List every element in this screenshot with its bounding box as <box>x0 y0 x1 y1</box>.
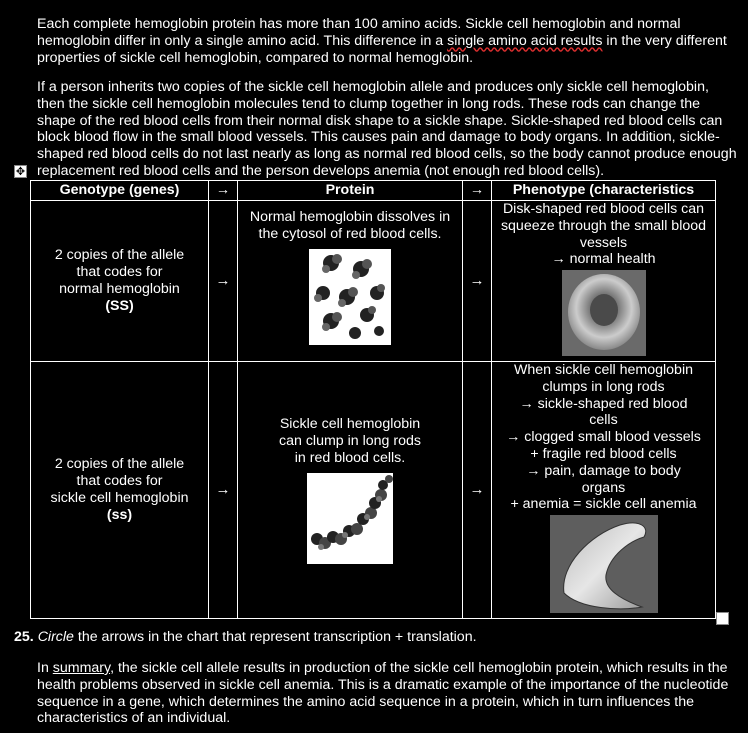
phenotype-text: → sickle-shaped red blood cells <box>519 395 688 429</box>
genotype-code: (SS) <box>105 297 134 314</box>
intro-p1-text-end: in the very different properties of sickle cell hemoglobin, compared to normal hemoglobin. <box>37 32 727 66</box>
genotype-text: that codes for <box>76 472 163 489</box>
intro-paragraph-2: If a person inherits two copies of the sickle cell hemoglobin allele and produces only sickle cell hemoglobin, then the sickle cell hemoglobin molecules tend to clump together in long rods. These rods can change the shape of the red blood cells from their normal disk shape to a sickle shape. Sickle-shaped red blood cells can block blood flow in the small blood vessels. This causes pain and damage to body organs. In addition, sickle-shaped red blood cells do not last nearly as long as normal red blood cells, so the body cannot produce enough replacement red blood cells and the person develops anemia (not enough red blood cells). <box>37 79 737 179</box>
genotype-cell-sickle <box>31 361 209 618</box>
resize-icon[interactable] <box>716 612 729 625</box>
genotype-text: that codes for <box>76 263 163 280</box>
arrow-transcription-2[interactable]: → <box>209 361 238 618</box>
header-phenotype: Phenotype (characteristics <box>492 181 716 201</box>
arrow-phenotype-1[interactable]: → <box>463 201 492 362</box>
header-protein: Protein <box>238 181 463 201</box>
intro-p1-text: Each complete hemoglobin protein has more than 100 amino acids. Sickle cell hemoglobin and normal hemoglobin differ in only a single amino acid. This difference in a <box>37 16 681 49</box>
genotype-text: 2 copies of the allele <box>54 455 185 472</box>
phenotype-text: → pain, damage to body organs <box>526 462 681 496</box>
phenotype-text: + fragile red blood cells <box>530 445 677 462</box>
sickle-red-blood-cell-image <box>550 515 658 618</box>
move-icon[interactable]: ✥ <box>15 166 26 178</box>
question-text: the arrows in the chart that represent transcription + translation. <box>73 629 477 645</box>
phenotype-text: When sickle cell hemoglobin clumps in long rods <box>513 361 693 395</box>
protein-text: Normal hemoglobin dissolves in the cytosol of red blood cells. <box>249 209 451 242</box>
table-row-normal <box>31 201 716 362</box>
question-verb: Circle <box>37 629 74 645</box>
normal-red-blood-cell-image <box>562 270 646 361</box>
question-number: 25. <box>14 629 34 645</box>
genotype-cell-normal <box>31 201 209 362</box>
arrow-transcription-1[interactable]: → <box>209 201 238 362</box>
protein-cell-sickle <box>238 361 463 618</box>
genotype-text: normal hemoglobin <box>59 280 180 297</box>
grammar-flagged-phrase[interactable]: single amino acid results <box>447 32 603 49</box>
phenotype-cell-sickle <box>492 361 716 618</box>
phenotype-text: Disk-shaped red blood cells can squeeze through the small blood vessels <box>500 201 707 251</box>
arrow-phenotype-2[interactable]: → <box>463 361 492 618</box>
genotype-text: 2 copies of the allele <box>54 246 185 263</box>
summary-text: , the sickle cell allele results in production of the sickle cell hemoglobin protein, which results in the health problems observed in sickle cell anemia. This is a dramatic example of the importance of the nucleotide sequence in a gene, which determines the amino acid sequence in a protein, which in turn influences the characteristics of an individual. <box>37 660 729 727</box>
summary-text-start: In <box>37 660 53 676</box>
genotype-phenotype-table <box>30 180 716 619</box>
summary-underlined-word: summary <box>52 660 111 676</box>
table-row-sickle <box>31 361 716 618</box>
phenotype-text: → clogged small blood vessels <box>506 429 701 446</box>
normal-hemoglobin-image <box>309 249 391 346</box>
protein-cell-normal <box>238 201 463 362</box>
header-genotype: Genotype (genes) <box>31 181 209 201</box>
header-arrow-2: → <box>463 181 492 201</box>
intro-paragraph-1 <box>37 16 737 66</box>
phenotype-cell-normal <box>492 201 716 362</box>
genotype-text: sickle cell hemoglobin <box>50 489 189 506</box>
phenotype-text: → normal health <box>551 251 656 268</box>
phenotype-text: + anemia = sickle cell anemia <box>510 496 697 513</box>
header-arrow-1: → <box>209 181 238 201</box>
summary-paragraph <box>37 660 737 727</box>
question-25 <box>14 629 734 646</box>
table-header-row <box>31 181 716 201</box>
protein-text: Sickle cell hemoglobin can clump in long rods in red blood cells. <box>279 416 421 466</box>
sickle-hemoglobin-image <box>307 473 393 564</box>
genotype-code: (ss) <box>106 506 133 523</box>
